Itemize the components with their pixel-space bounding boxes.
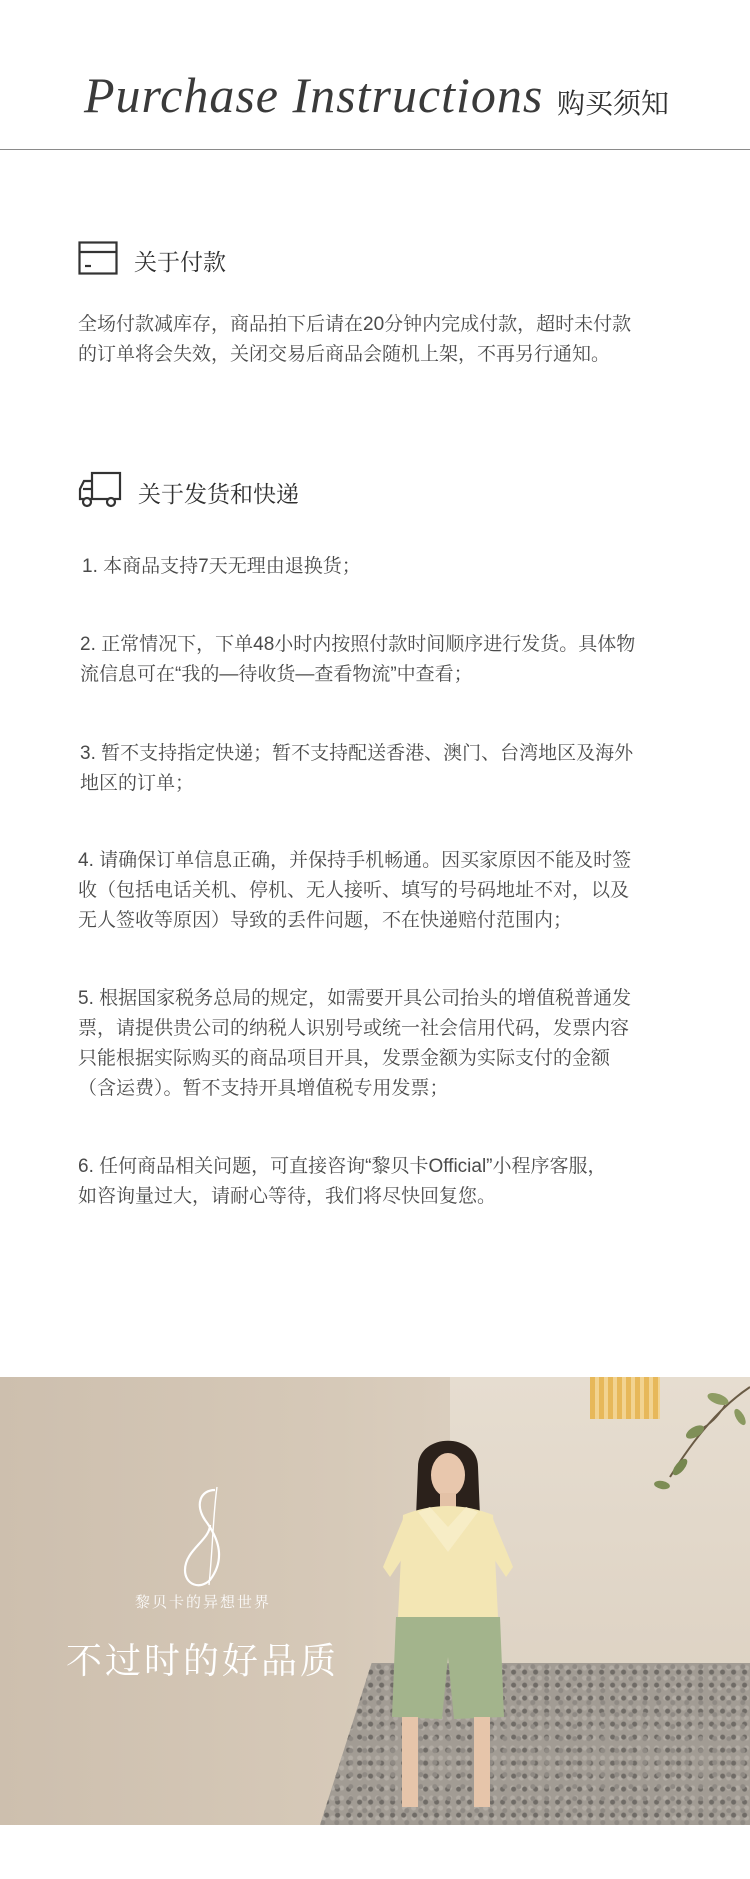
banner-slogan: 不过时的好品质 xyxy=(66,1640,340,1681)
page-title-zh: 购买须知 xyxy=(557,88,670,119)
shipping-item xyxy=(82,552,676,582)
shipping-item xyxy=(80,739,674,799)
shipping-item-line: 地区的订单； xyxy=(80,773,195,794)
payment-text xyxy=(78,310,678,370)
shipping-title: 关于发货和快递 xyxy=(138,480,299,507)
shipping-item-line: 6. 任何商品相关问题，可直接咨询“黎贝卡Official”小程序客服， xyxy=(78,1156,607,1177)
shipping-item-line: 1. 本商品支持7天无理由退换货； xyxy=(82,556,361,577)
shipping-item xyxy=(78,1152,672,1212)
header-divider xyxy=(0,149,750,150)
shipping-item xyxy=(80,630,674,690)
shipping-item-line: 4. 请确保订单信息正确，并保持手机畅通。因买家原因不能及时签 xyxy=(78,850,632,871)
payment-line: 全场付款减库存，商品拍下后请在20分钟内完成付款，超时未付款 xyxy=(78,314,632,335)
delivery-truck-icon xyxy=(78,471,122,514)
shipping-item-line: 无人签收等原因）导致的丢件问题，不在快递赔付范围内； xyxy=(78,910,573,931)
shipping-item-line: 收（包括电话关机、停机、无人接听、填写的号码地址不对，以及 xyxy=(78,880,630,901)
shipping-section xyxy=(78,472,678,512)
payment-section xyxy=(78,240,678,370)
shipping-item-line: （含运费）。暂不支持开具增值税专用发票； xyxy=(78,1078,449,1099)
shipping-item-line: 流信息可在“我的—待收货—查看物流”中查看； xyxy=(80,664,473,685)
payment-line: 的订单将会失效，关闭交易后商品会随机上架，不再另行通知。 xyxy=(78,344,611,365)
shipping-item-line: 5. 根据国家税务总局的规定，如需要开具公司抬头的增值税普通发 xyxy=(78,988,632,1009)
shipping-header xyxy=(78,472,678,512)
shipping-item xyxy=(78,846,672,936)
page-title-en: Purchase Instructions xyxy=(84,67,544,123)
shipping-item xyxy=(78,984,672,1104)
payment-card-icon xyxy=(78,241,118,280)
payment-header xyxy=(78,240,678,280)
model-figure xyxy=(378,1427,518,1825)
plant-branch-icon xyxy=(600,1377,750,1517)
payment-title: 关于付款 xyxy=(134,248,226,275)
brand-banner xyxy=(0,1377,750,1825)
shipping-item-line: 3. 暂不支持指定快递；暂不支持配送香港、澳门、台湾地区及海外 xyxy=(80,743,634,764)
shipping-item-line: 只能根据实际购买的商品项目开具，发票金额为实际支付的金额 xyxy=(78,1048,611,1069)
brand-logo-icon xyxy=(165,1485,243,1595)
shipping-item-line: 票，请提供贵公司的纳税人识别号或统一社会信用代码，发票内容 xyxy=(78,1018,630,1039)
shipping-item-line: 2. 正常情况下，下单48小时内按照付款时间顺序进行发货。具体物 xyxy=(80,634,636,655)
page-header xyxy=(0,0,750,150)
shipping-item-line: 如咨询量过大，请耐心等待，我们将尽快回复您。 xyxy=(78,1186,497,1207)
brand-script: 黎贝卡的异想世界 xyxy=(134,1595,271,1611)
